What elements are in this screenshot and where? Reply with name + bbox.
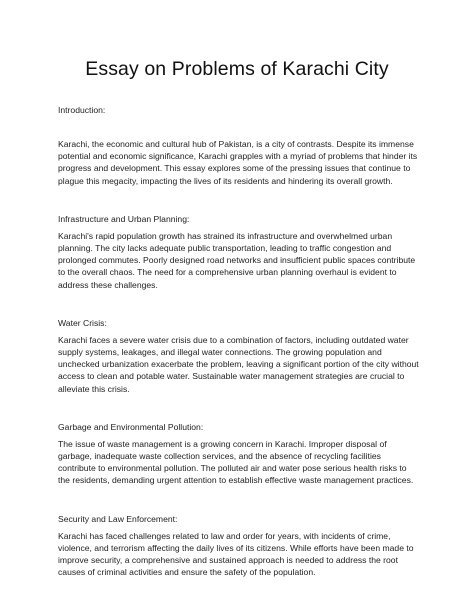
section-heading-infrastructure: Infrastructure and Urban Planning: bbox=[58, 213, 190, 224]
section-heading-garbage-pollution: Garbage and Environmental Pollution: bbox=[58, 421, 204, 432]
section-body-infrastructure: Karachi's rapid population growth has strained its infrastructure and overwhelmed urban planning. The city lacks adequate public transportation, leading to traffic congestion and prolonged commutes. Poorly designed road networks and insufficient public spaces contribute to the overall chaos. The need for a comprehensive urban planning overhaul is evident to address these challenges. bbox=[58, 230, 416, 290]
section-body-water-crisis: Karachi faces a severe water crisis due to a combination of factors, including outdated water supply systems, leakages, and illegal water connections. The growing population and unchecked urbanization exacerbate the problem, leaving a significant portion of the city without access to clean and potable water. Sustainable water management strategies are crucial to alleviate this crisis. bbox=[58, 334, 419, 394]
section-body-introduction: Karachi, the economic and cultural hub of Pakistan, is a city of contrasts. Despite its immense potential and economic significance, Karachi grapples with a myriad of problems that hinder its progress and development. This essay explores some of the pressing issues that continue to plague this megacity, impacting the lives of its residents and hindering its overall growth. bbox=[58, 139, 418, 186]
document-title: Essay on Problems of Karachi City bbox=[85, 58, 389, 80]
section-body-garbage-pollution: The issue of waste management is a growing concern in Karachi. Improper disposal of garbage, inadequate waste collection services, and the absence of recycling facilities contribute to environmental pollution. The polluted air and water pose serious health risks to the residents, demanding urgent attention to establish effective waste management practices. bbox=[58, 438, 414, 486]
document-body bbox=[58, 104, 420, 578]
section-heading-introduction: Introduction: bbox=[58, 105, 106, 115]
section-body-security: Karachi has faced challenges related to law and order for years, with incidents of crime, violence, and terrorism affecting the daily lives of its citizens. While efforts have been made to improve security, a comprehensive and sustained approach is needed to address the root causes of criminal activities and ensure the safety of the population. bbox=[58, 530, 414, 578]
section-heading-water-crisis: Water Crisis: bbox=[58, 317, 107, 328]
section-heading-security: Security and Law Enforcement: bbox=[58, 513, 178, 524]
